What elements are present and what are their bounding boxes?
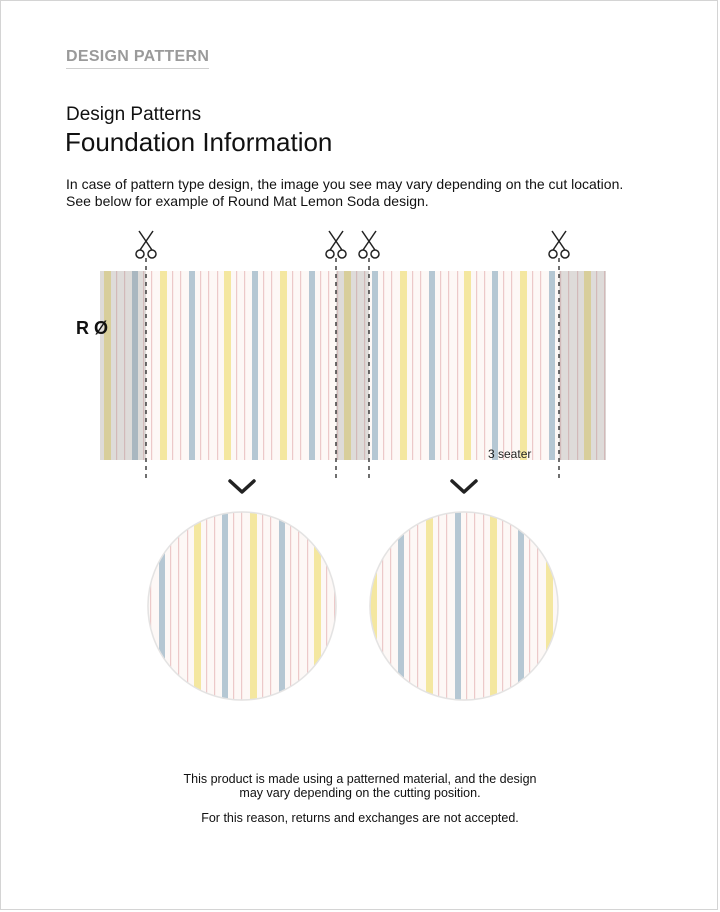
round-mat-example-a	[147, 510, 337, 702]
pattern-stripe	[309, 271, 315, 460]
pattern-stripe	[250, 510, 257, 702]
pattern-thin-line	[320, 271, 321, 460]
pattern-thin-line	[206, 510, 207, 702]
pattern-thin-line	[270, 510, 271, 702]
pattern-thin-line	[214, 510, 215, 702]
pattern-thin-line	[412, 271, 413, 460]
pattern-stripe	[314, 510, 321, 702]
pattern-thin-line	[244, 271, 245, 460]
trim-shade-left	[100, 271, 146, 460]
pattern-stripe	[520, 271, 527, 460]
seater-label: 3 seater	[488, 447, 532, 461]
pattern-stripe	[194, 510, 201, 702]
pattern-stripe	[400, 271, 407, 460]
pattern-thin-line	[537, 510, 538, 702]
pattern-thin-line	[180, 271, 181, 460]
pattern-thin-line	[510, 510, 511, 702]
pattern-stripe	[429, 271, 435, 460]
fabric-strip	[100, 271, 606, 460]
pattern-stripe	[492, 271, 498, 460]
pattern-thin-line	[532, 271, 533, 460]
pattern-thin-line	[391, 271, 392, 460]
pattern-stripe	[252, 271, 258, 460]
scissors-icon	[136, 231, 156, 258]
pattern-thin-line	[502, 510, 503, 702]
pattern-thin-line	[440, 271, 441, 460]
size-label: R Ø	[76, 318, 109, 338]
pattern-thin-line	[326, 510, 327, 702]
pattern-thin-line	[438, 510, 439, 702]
page-title: Foundation Information	[65, 127, 333, 157]
pattern-stripe	[370, 510, 377, 702]
pattern-stripe	[549, 271, 555, 460]
pattern-stripe	[224, 271, 231, 460]
round-mat-example-b	[369, 510, 559, 702]
intro-line-1: In case of pattern type design, the image you see may vary depending on the cut location.	[66, 176, 624, 192]
pattern-thin-line	[420, 271, 421, 460]
pattern-thin-line	[390, 510, 391, 702]
pattern-thin-line	[474, 510, 475, 702]
pattern-thin-line	[540, 271, 541, 460]
pattern-thin-line	[208, 271, 209, 460]
section-label: DESIGN PATTERN	[66, 48, 209, 69]
pattern-thin-line	[233, 510, 234, 702]
pattern-thin-line	[151, 271, 152, 460]
pattern-thin-line	[187, 510, 188, 702]
pattern-thin-line	[263, 271, 264, 460]
chevron-down-icon	[230, 481, 254, 492]
footer-returns-note: For this reason, returns and exchanges are not accepted.	[201, 811, 519, 825]
intro-line-2: See below for example of Round Mat Lemon Soda design.	[66, 193, 429, 209]
pattern-stripe	[464, 271, 471, 460]
pattern-thin-line	[448, 271, 449, 460]
pattern-thin-line	[503, 271, 504, 460]
pattern-thin-line	[382, 510, 383, 702]
pattern-thin-line	[484, 271, 485, 460]
scissors-icon	[549, 231, 569, 258]
pattern-stripe	[455, 510, 461, 702]
pattern-stripe	[372, 271, 378, 460]
pattern-thin-line	[172, 271, 173, 460]
pattern-thin-line	[417, 510, 418, 702]
pattern-thin-line	[466, 510, 467, 702]
pattern-stripe	[159, 510, 165, 702]
pattern-stripe	[280, 271, 287, 460]
pattern-thin-line	[300, 271, 301, 460]
pattern-thin-line	[511, 271, 512, 460]
pattern-thin-line	[262, 510, 263, 702]
pattern-thin-line	[483, 510, 484, 702]
pattern-thin-line	[409, 510, 410, 702]
pattern-thin-line	[217, 271, 218, 460]
footer-line-2: may vary depending on the cutting position.	[239, 786, 481, 800]
pattern-stripe	[160, 271, 167, 460]
pattern-thin-line	[200, 271, 201, 460]
trim-shade-right	[559, 271, 606, 460]
pattern-stripe	[279, 510, 285, 702]
pattern-thin-line	[457, 271, 458, 460]
trim-shade-middle	[336, 271, 369, 460]
pattern-stripe	[189, 271, 195, 460]
pattern-thin-line	[446, 510, 447, 702]
pattern-thin-line	[383, 271, 384, 460]
page-subtitle: Design Patterns	[66, 104, 202, 125]
pattern-thin-line	[290, 510, 291, 702]
pattern-thin-line	[170, 510, 171, 702]
pattern-thin-line	[236, 271, 237, 460]
pattern-stripe	[546, 510, 553, 702]
footer-line-1: This product is made using a patterned material, and the design	[183, 772, 537, 786]
pattern-stripe	[426, 510, 433, 702]
scissors-icon	[359, 231, 379, 258]
pattern-thin-line	[298, 510, 299, 702]
pattern-thin-line	[328, 271, 329, 460]
pattern-stripe	[490, 510, 497, 702]
pattern-thin-line	[178, 510, 179, 702]
footer-notice	[0, 772, 720, 800]
pattern-thin-line	[292, 271, 293, 460]
pattern-stripe	[222, 510, 228, 702]
pattern-thin-line	[476, 271, 477, 460]
pattern-thin-line	[271, 271, 272, 460]
scissors-icon	[326, 231, 346, 258]
pattern-stripe	[518, 510, 524, 702]
chevron-down-icon	[452, 481, 476, 492]
pattern-thin-line	[241, 510, 242, 702]
pattern-thin-line	[150, 510, 151, 702]
pattern-thin-line	[334, 510, 335, 702]
